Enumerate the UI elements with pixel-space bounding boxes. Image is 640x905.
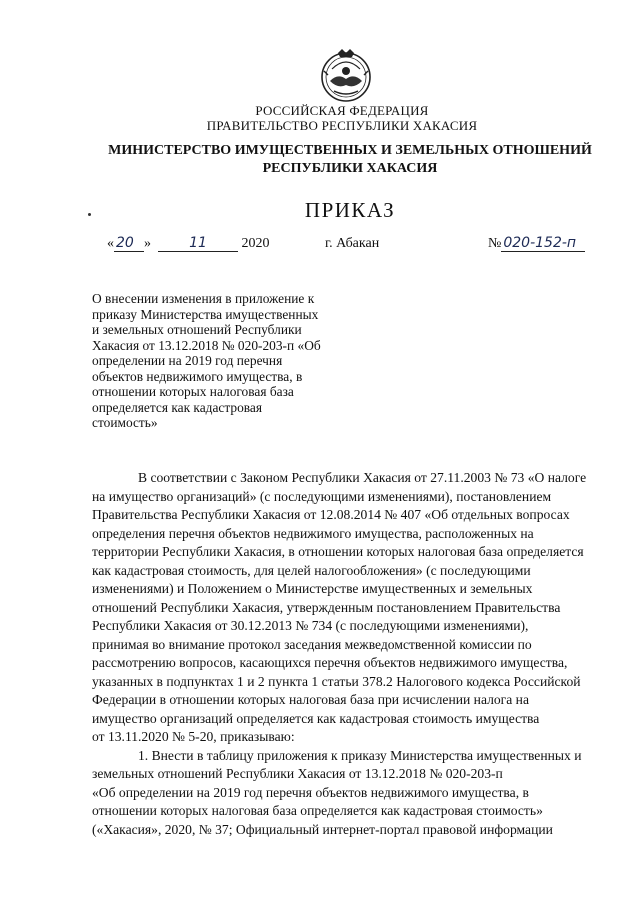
- date-year: 2020: [241, 236, 270, 251]
- body-line: как кадастровая стоимость, для целей налогообложения» (с последующими: [92, 563, 531, 578]
- subject-line: О внесении изменения в приложение к: [92, 291, 315, 306]
- number-value: 020-152-п: [501, 236, 585, 252]
- subject-line: Хакасия от 13.12.2018 № 020-203-п «Об: [92, 337, 321, 353]
- quote-close: »: [144, 236, 151, 251]
- subject-line: определяется как кадастровая: [92, 399, 263, 415]
- body-line: Федерации в отношении которых налоговая база при исчислении налога на: [92, 692, 529, 707]
- subject-line: и земельных отношений Республики: [92, 322, 302, 337]
- body-line: Республики Хакасия от 30.12.2013 № 734 (с последующими изменениями),: [92, 618, 529, 633]
- body-line: «Об определении на 2019 год перечня объектов недвижимого имущества, в: [92, 785, 529, 800]
- body-line: имущество организаций определяется как кадастровая стоимость имущества: [92, 711, 540, 726]
- body-line: принимая во внимание протокол заседания межведомственной комиссии по: [92, 637, 532, 652]
- subject-line: приказу Министерства имущественных: [92, 306, 319, 322]
- body-line: указанных в подпунктах 1 и 2 пункта 1 статьи 378.2 Налогового кодекса Российской: [92, 674, 581, 689]
- body-line: («Хакасия», 2020, № 37; Официальный интернет-портал правовой информации: [92, 822, 553, 837]
- body-line: земельных отношений Республики Хакасия от 13.12.2018 № 020-203-п: [92, 766, 503, 781]
- body-line: определения перечня объектов недвижимого имущества, расположенных на: [92, 526, 534, 541]
- body-line: на имущество организаций» (с последующими изменениями), постановлением: [92, 489, 552, 504]
- body-line: 1. Внести в таблицу приложения к приказу Министерства имущественных и: [138, 748, 582, 763]
- quote-open: «: [107, 236, 114, 251]
- subject-line: определении на 2019 год перечня: [92, 353, 283, 368]
- document-date: [107, 236, 270, 252]
- country-name: РОССИЙСКАЯ ФЕДЕРАЦИЯ: [255, 103, 429, 118]
- ministry-name-line2: РЕСПУБЛИКИ ХАКАСИЯ: [262, 161, 438, 176]
- body-line: изменениями) и Положением о Министерстве имущественных и земельных: [92, 581, 533, 596]
- stray-mark: [88, 213, 91, 216]
- subject-line: объектов недвижимого имущества, в: [92, 368, 303, 384]
- document-type-title: ПРИКАЗ: [304, 198, 396, 222]
- body-line: В соответствии с Законом Республики Хакасия от 27.11.2003 № 73 «О налоге: [138, 470, 587, 485]
- date-month: 11: [158, 236, 238, 252]
- body-line: рассмотрению вопросов, касающихся перечня объектов недвижимого имущества,: [92, 655, 568, 670]
- subject-line: отношении которых налоговая база: [92, 384, 294, 399]
- ministry-name-line1: МИНИСТЕРСТВО ИМУЩЕСТВЕННЫХ И ЗЕМЕЛЬНЫХ ОТНОШЕНИЙ: [108, 143, 592, 158]
- subject-line: стоимость»: [92, 415, 158, 430]
- body-line: территории Республики Хакасия, в отношении которых налоговая база определяется: [92, 544, 584, 559]
- body-line: отношении которых налоговая база определяется как кадастровая стоимость»: [92, 803, 543, 818]
- body-line: от 13.11.2020 № 5-20, приказываю:: [92, 729, 295, 744]
- body-line: отношений Республики Хакасия, утвержденным постановлением Правительства: [92, 600, 561, 615]
- body-line: Правительства Республики Хакасия от 12.08.2014 № 407 «Об отдельных вопросах: [92, 507, 570, 522]
- government-name: ПРАВИТЕЛЬСТВО РЕСПУБЛИКИ ХАКАСИЯ: [206, 118, 478, 133]
- document-number: [488, 236, 585, 252]
- document-subject: [92, 291, 336, 431]
- date-day: 20: [114, 236, 144, 252]
- coat-of-arms-emblem: [318, 47, 374, 103]
- document-city: г. Абакан: [325, 236, 380, 251]
- number-prefix: №: [488, 236, 502, 251]
